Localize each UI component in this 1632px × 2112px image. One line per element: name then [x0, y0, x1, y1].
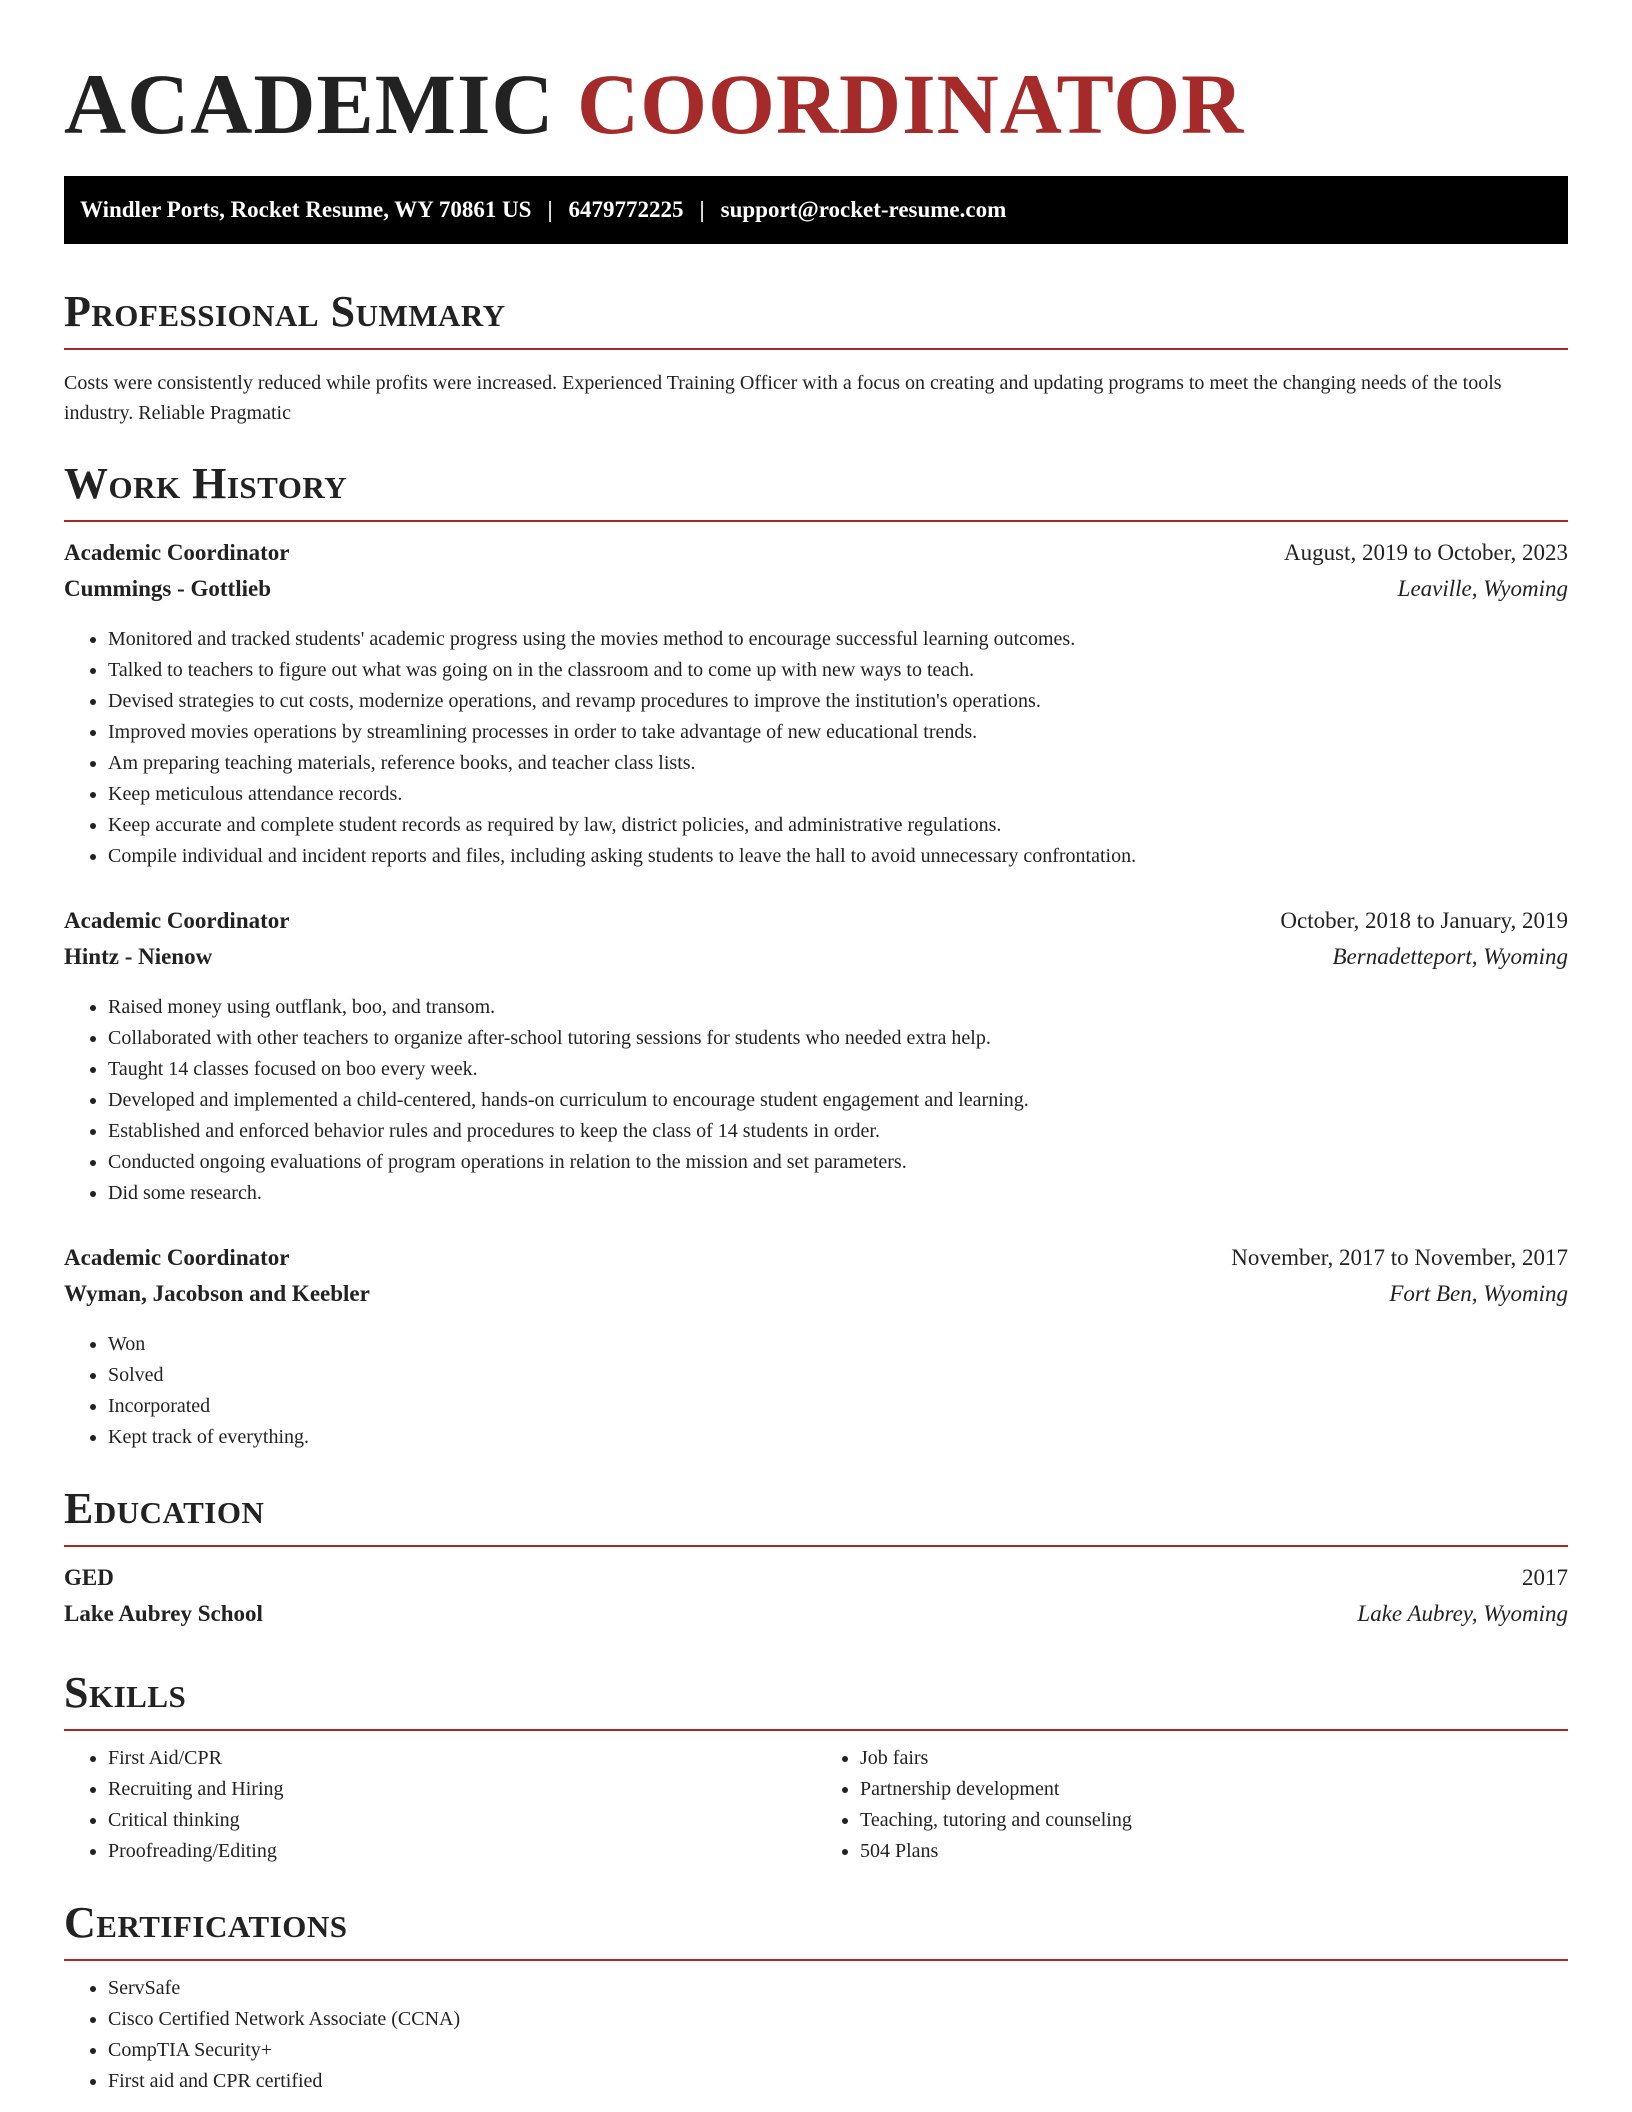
skills-heading: Skills: [64, 1667, 1568, 1731]
job-entry: [64, 908, 1568, 1209]
list-item: • Monitored and tracked students' academic progress using the movies method to encourage successful learning outcomes.: [108, 624, 1568, 655]
skills-column-left: [64, 1743, 816, 1867]
job-company: Wyman, Jacobson and Keebler: [64, 1281, 370, 1306]
list-item: • Improved movies operations by streamlining processes in order to take advantage of new educational trends.: [108, 717, 1568, 748]
summary-text: Costs were consistently reduced while profits were increased. Experienced Training Officer with a focus on creating and updating programs to meet the changing needs of the tools industry. Reliable Pragmatic: [64, 372, 1502, 424]
contact-bar: [64, 176, 1568, 244]
job-bullets: [64, 1329, 1568, 1453]
list-item: • Conducted ongoing evaluations of program operations in relation to the mission and set parameters.: [108, 1147, 1568, 1178]
list-item: • Won: [108, 1329, 1568, 1360]
education-location: Lake Aubrey, Wyoming: [1357, 1601, 1568, 1626]
list-item: • Taught 14 classes focused on boo every week.: [108, 1054, 1568, 1085]
list-item: • Developed and implemented a child-centered, hands-on curriculum to encourage student engagement and learning.: [108, 1085, 1568, 1116]
education-school-row: [64, 1601, 1568, 1637]
list-item: • Proofreading/Editing: [108, 1836, 816, 1867]
certifications-heading: Certifications: [64, 1897, 1568, 1961]
title-first-word: ACADEMIC: [64, 56, 555, 152]
education-entry: [64, 1565, 1568, 1637]
list-item: • Partnership development: [860, 1774, 1568, 1805]
contact-separator: |: [547, 197, 553, 222]
education-school: Lake Aubrey School: [64, 1601, 263, 1626]
list-item: • Kept track of everything.: [108, 1422, 1568, 1453]
contact-separator: |: [699, 197, 705, 222]
list-item: • Critical thinking: [108, 1805, 816, 1836]
list-item: • Collaborated with other teachers to organize after-school tutoring sessions for students who needed extra help.: [108, 1023, 1568, 1054]
list-item: • Established and enforced behavior rules and procedures to keep the class of 14 students in order.: [108, 1116, 1568, 1147]
education-degree: GED: [64, 1565, 114, 1590]
list-item: • Teaching, tutoring and counseling: [860, 1805, 1568, 1836]
education-degree-row: [64, 1565, 1568, 1601]
list-item: • Keep meticulous attendance records.: [108, 779, 1568, 810]
job-title-row: [64, 540, 1568, 576]
job-bullets: [64, 992, 1568, 1209]
list-item: • Devised strategies to cut costs, modernize operations, and revamp procedures to improve the institution's operations.: [108, 686, 1568, 717]
contact-address: Windler Ports, Rocket Resume, WY 70861 US: [80, 197, 532, 222]
list-item: • First Aid/CPR: [108, 1743, 816, 1774]
list-item: • Compile individual and incident reports and files, including asking students to leave the hall to avoid unnecessary confrontation.: [108, 841, 1568, 872]
job-location: Bernadetteport, Wyoming: [1332, 944, 1568, 969]
title-accent-word: COORDINATOR: [577, 56, 1245, 152]
skills-column-right: [816, 1743, 1568, 1867]
list-item: • Recruiting and Hiring: [108, 1774, 816, 1805]
job-location: Leaville, Wyoming: [1397, 576, 1568, 601]
job-dates: October, 2018 to January, 2019: [1280, 908, 1568, 933]
job-title-row: [64, 908, 1568, 944]
job-title: Academic Coordinator: [64, 540, 290, 565]
list-item: • Am preparing teaching materials, reference books, and teacher class lists.: [108, 748, 1568, 779]
summary-heading: Professional Summary: [64, 286, 1568, 350]
job-entry: [64, 540, 1568, 872]
job-dates: November, 2017 to November, 2017: [1231, 1245, 1568, 1270]
list-item: • 504 Plans: [860, 1836, 1568, 1867]
skills-grid: [64, 1743, 1568, 1867]
certifications-list: [64, 1973, 1568, 2097]
page-title: [64, 54, 1568, 154]
list-item: • Did some research.: [108, 1178, 1568, 1209]
list-item: • Talked to teachers to figure out what was going on in the classroom and to come up with new ways to teach.: [108, 655, 1568, 686]
list-item: • Incorporated: [108, 1391, 1568, 1422]
contact-phone: 6479772225: [568, 197, 684, 222]
list-item: • Cisco Certified Network Associate (CCNA): [108, 2004, 1568, 2035]
job-company-row: [64, 576, 1568, 612]
job-company-row: [64, 944, 1568, 980]
list-item: • Keep accurate and complete student records as required by law, district policies, and administrative regulations.: [108, 810, 1568, 841]
job-dates: August, 2019 to October, 2023: [1284, 540, 1568, 565]
list-item: • Solved: [108, 1360, 1568, 1391]
list-item: • Raised money using outflank, boo, and transom.: [108, 992, 1568, 1023]
job-location: Fort Ben, Wyoming: [1389, 1281, 1568, 1306]
job-title: Academic Coordinator: [64, 908, 290, 933]
list-item: • CompTIA Security+: [108, 2035, 1568, 2066]
job-company-row: [64, 1281, 1568, 1317]
list-item: • Job fairs: [860, 1743, 1568, 1774]
work-history-heading: Work History: [64, 458, 1568, 522]
list-item: • ServSafe: [108, 1973, 1568, 2004]
job-company: Cummings - Gottlieb: [64, 576, 271, 601]
list-item: • First aid and CPR certified: [108, 2066, 1568, 2097]
job-bullets: [64, 624, 1568, 872]
job-title: Academic Coordinator: [64, 1245, 290, 1270]
job-entry: [64, 1245, 1568, 1453]
job-company: Hintz - Nienow: [64, 944, 213, 969]
education-year: 2017: [1522, 1565, 1568, 1590]
education-heading: Education: [64, 1483, 1568, 1547]
job-title-row: [64, 1245, 1568, 1281]
contact-email: support@rocket-resume.com: [720, 197, 1007, 222]
